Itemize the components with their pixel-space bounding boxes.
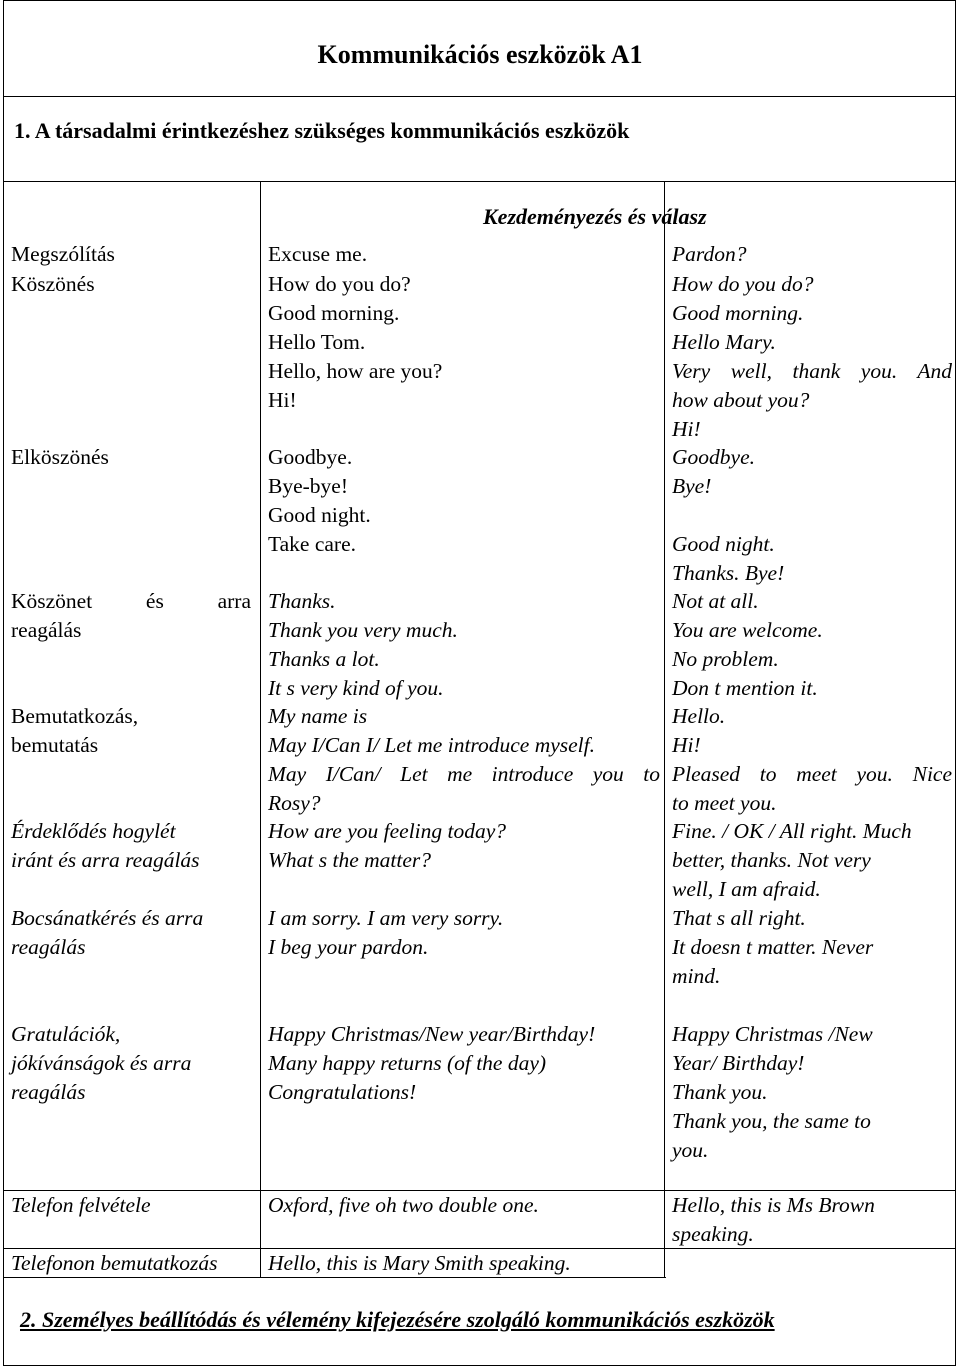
column-divider: [664, 181, 665, 1277]
row-initiate: Hello, this is Mary Smith speaking.: [268, 1251, 571, 1275]
row-initiate: Goodbye. Bye-bye! Good night. Take care.: [268, 445, 371, 556]
row-initiate: Oxford, five oh two double one.: [268, 1193, 539, 1217]
page-title: Kommunikációs eszközök A1: [317, 40, 643, 69]
row-category: Bemutatkozás, bemutatás: [11, 704, 139, 757]
divider: [3, 96, 956, 97]
row-category: Elköszönés: [11, 445, 109, 469]
row-category: Érdeklődés hogylét iránt és arra reagálás: [11, 819, 200, 872]
row-initiate: How do you do? Good morning. Hello Tom. Hello, how are you? Hi!: [268, 272, 443, 412]
row-category: Köszönet és arra reagálás: [11, 589, 251, 642]
column-divider: [260, 181, 261, 1277]
row-response: Hello. Hi! Pleased to meet you. Nice to meet you.: [672, 704, 952, 815]
row-response: Goodbye. Bye! Good night. Thanks. Bye!: [672, 445, 785, 585]
row-initiate: Thanks. Thank you very much. Thanks a lot. It s very kind of you.: [268, 589, 458, 700]
row-response: Not at all. You are welcome. No problem. Don t mention it.: [672, 589, 823, 700]
row-category: Gratulációk, jókívánságok és arra reagálás: [11, 1022, 192, 1104]
row-category: Köszönés: [11, 272, 95, 296]
row-response: Fine. / OK / All right. Much better, thanks. Not very well, I am afraid.: [672, 819, 912, 901]
row-response: Pardon?: [672, 242, 747, 266]
row-initiate: I am sorry. I am very sorry. I beg your pardon.: [268, 906, 504, 959]
row-category: Bocsánatkérés és arra reagálás: [11, 906, 204, 959]
row-category: Telefonon bemutatkozás: [11, 1251, 218, 1275]
row-response: Hello, this is Ms Brown speaking.: [672, 1193, 875, 1246]
row-initiate: Excuse me.: [268, 242, 368, 266]
row-initiate: Happy Christmas/New year/Birthday! Many happy returns (of the day) Congratulations!: [268, 1022, 596, 1104]
row-response: Happy Christmas /New Year/ Birthday! Thank you. Thank you, the same to you.: [672, 1022, 873, 1162]
row-category: Telefon felvétele: [11, 1193, 151, 1217]
section-heading: 2. Személyes beállítódás és vélemény kifejezésére szolgáló kommunikációs eszközök: [20, 1307, 775, 1332]
row-initiate: My name is May I/Can I/ Let me introduce myself. May I/Can/ Let me introduce you to Rosy?: [268, 704, 660, 815]
table-header: Kezdeményezés és válasz: [483, 204, 707, 229]
row-response: That s all right. It doesn t matter. Never mind.: [672, 906, 874, 988]
section-heading: 1. A társadalmi érintkezéshez szükséges kommunikációs eszközök: [14, 118, 630, 143]
row-response: How do you do? Good morning. Hello Mary. Very well, thank you. And how about you? Hi!: [672, 272, 952, 441]
row-initiate: How are you feeling today? What s the matter?: [268, 819, 507, 872]
divider: [3, 181, 956, 182]
row-category: Megszólítás: [11, 242, 115, 266]
